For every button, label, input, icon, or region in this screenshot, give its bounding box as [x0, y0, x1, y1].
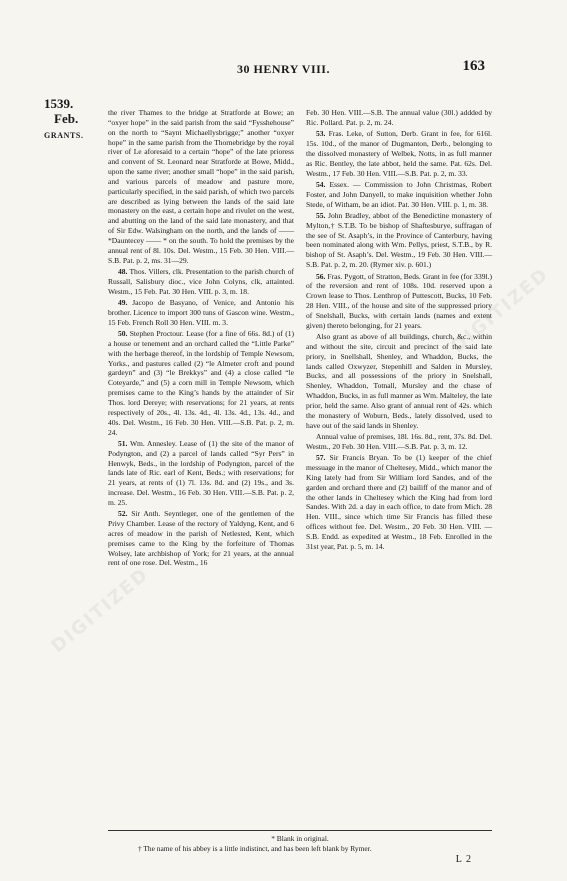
- entry-paragraph: [306, 272, 492, 331]
- entry-text: Annual value of premises, 18l. 16s. 8d., rent, 37s. 8d. Del. Westm., 20 Feb. 30 Hen. VIII.—S.B. Pat. p. 3, m. 12.: [306, 432, 492, 451]
- footnote-blank: * Blank in original.: [271, 834, 329, 843]
- entry-number: 55.: [316, 210, 326, 220]
- entry-number: 57.: [316, 453, 326, 463]
- entry-number: 52.: [118, 509, 128, 519]
- entry-text: Essex. — Commission to John Christmas, Robert Foster, and John Danyell, to make inquisition whether John Stede, of Witham, be an idiot. Pat. 30 Hen. VIII. p. 1, m. 38.: [306, 179, 492, 209]
- entry-paragraph: [108, 329, 294, 437]
- right-column: [306, 108, 492, 552]
- entry-paragraph: [306, 211, 492, 270]
- entry-text: Wm. Annesley. Lease of (1) the site of the manor of Podyngton, and (2) a parcel of lands called “Syr Pers” in Henwyk, Beds., in the lordship of Podyngton, parcel of the lands late of Ric. earl of Kent, Beds.; with reservations; for 21 years, at rents of (1) 7l. 13s. 8d. and (2) 19s., and 3s. increase. Del. Westm., 16 Feb. 30 Hen. VIII.—S.B. Pat. p. 2, m. 25.: [108, 438, 294, 507]
- margin-month: Feb.: [54, 111, 79, 126]
- entry-text: Also grant as above of all buildings, church, &c., within and without the site, circuit and precinct of the said late priory, in Snellshall, Shenley, and Whaddon, Bucks, the lands called Oxwyzer, Stepenhill and Salden in Mursley, Bucks, and all possessions of the priory in Snelshall, Shenley, Whaddon, Totnall, Mursley and the chase of Whaddon, Bucks, in as full manner as Wm. Malteley, the late prior, held the same. Also grant of annual rent of 42s. which the monastery of Woburn, Beds., lately dissolved, used to have out of the said lands in Shenley.: [306, 332, 492, 430]
- entry-paragraph: [306, 108, 492, 128]
- entry-text: John Bradley, abbot of the Benedictine monastery of Mylton,† S.T.B. To be bishop of Shaftesburye, suffragan of the see of St. Asaph’s, in the Province of Canterbury, having been nominated along with Wm. Pellys, priest, S.T.B., by R. bishop of St. Asaph’s. Del. Westm., 19 Feb. 30 Hen. VIII.—S.B. Pat. p. 2, m. 20. (Rymer xiv. p. 601.): [306, 210, 492, 270]
- entry-paragraph: [108, 108, 294, 266]
- entry-paragraph: [306, 453, 492, 551]
- footnote-divider: [108, 830, 492, 831]
- entry-paragraph: [108, 298, 294, 328]
- entry-number: 48.: [118, 267, 128, 276]
- running-head: [0, 58, 567, 78]
- entry-paragraph: [108, 439, 294, 508]
- entry-number: 54.: [316, 179, 326, 189]
- entry-paragraph: [108, 509, 294, 568]
- footnotes: [108, 834, 492, 853]
- margin-year: 1539.: [44, 96, 74, 111]
- entry-paragraph: [306, 180, 492, 210]
- margin-section: GRANTS.: [44, 131, 84, 140]
- entry-text: Jacopo de Basyano, of Venice, and Antonio his brother. Licence to import 300 tuns of Gascon wine. Westm., 15 Feb. French Roll 30 Hen. VIII. m. 3.: [108, 298, 294, 327]
- entry-paragraph: [108, 267, 294, 297]
- entry-text: Stephen Proctour. Lease (for a fine of 66s. 8d.) of (1) a house or tenement and an orchard called the “Little Parke” with the herbage thereof, in the lordship of Temple Newsom, Yorks., and pastures called (2) “le Almeter croft and pound gardeyn” and (3) “le Brekkys” and (4) a close called “le Coteyarde,” and (5) a corn mill in Temple Newsom, which premises came to the King’s hands by the attainder of Sir Thos. lord Dereye; with reservations; for 21 years, at rents respectively of 20s., 4l. 13s. 4d., 4l. 13s. 4d., 13s. 4d., and 40s. Del. Westm., 16 Feb. 30 Hen. VIII.—S.B. Pat. p. 2, m. 24.: [108, 329, 295, 437]
- entry-text: Fras. Leke, of Sutton, Derb. Grant in fee, for 616l. 15s. 10d., of the manor of Dugmanton, Derb., belonging to the dissolved monastery of Welbek, Notts, in as full manner as Ric. Bentley, the late abbot, held the same. Pat. 62s. Del. Westm., 17 Feb. 30 Hen. VIII.—S.B. Pat. p. 2, m. 33.: [306, 129, 493, 178]
- entry-text: the river Thames to the bridge at Stratforde at Bowe; an “oxyer hope” in the said parish from the said “Fysshehouse” on the north to “Saynt Michaellysbrigge;” another “oxyer hope” in the same parish from the Thornebridge by the royal river of Le aforesaid to a certain “hope” of the late prioress and convent of St. Leonard near Stratforde at Bowe, Midd., upon the same river; another small “hope” in the said parish, and various parcels of meadow and pasture more, particularly specified, in the said parish, of which two parcels are described as lying between the lands of the said late monastery on the east, a certain hope and rivulet on the west, and abutting on the land of the said late monastery, and that of Sir Edw. Walsingham on the north, and the lands of —— *Dauntecey —— * on the south. To hold the premises by the annual rent of 8l. 10s. Del. Westm., 15 Feb. 30 Hen. VIII.—S.B. Pat. p. 2, ms. 31—29.: [108, 108, 294, 265]
- entry-number: 49.: [118, 298, 128, 308]
- footnote-abbey: † The name of his abbey is a little indistinct, and has been left blank by Rymer.: [138, 843, 372, 853]
- entry-text: Fras. Pygott, of Stratton, Beds. Grant in fee (for 339l.) of the reversion and rent of 108s. 10d. reserved upon a Crown lease to Thos. Lenthrop of Puttescott, Bucks, 10 Feb. 28 Hen. VIII., of the house and site of the suppressed priory of Snelshall, Bucks, with certain lands (names and extent given) thereto belonging, for 21 years.: [306, 271, 492, 330]
- entry-text: Feb. 30 Hen. VIII.—S.B. The annual value (30l.) addded by Ric. Pollard. Pat. p. 2, m. 24.: [306, 108, 492, 127]
- watermark: DIGITIZED: [47, 563, 154, 658]
- page-number: 163: [462, 58, 485, 74]
- page-title: 30 HENRY VIII.: [237, 62, 330, 76]
- margin-notes: [44, 96, 104, 140]
- entry-number: 50.: [118, 329, 128, 339]
- signature-mark: L 2: [455, 854, 472, 865]
- left-column: [108, 108, 294, 568]
- entry-text: Sir Francis Bryan. To be (1) keeper of the chief messuage in the manor of Cheltesey, Midd., which manor the King lately had from Sir William lord Sandes, and of the garden and orchard there and (2) bailiff of the manor and of the other lands in Cheltesey which the King had from lord Sandes. With 2d. a day in each office, to date from Mich. 28 Hen. VIII., since which time Sir Francis has filled these offices without fee. Del. Westm., 20 Feb. 30 Hen. VIII. — S.B. Endd. as expedited at Westm., 18 Feb. Enrolled in the 31st year, Pat. p. 5, m. 14.: [306, 453, 492, 551]
- entry-paragraph: [306, 129, 492, 178]
- entry-number: 56.: [316, 271, 326, 281]
- watermark: DIGITIZED: [447, 263, 554, 358]
- entry-number: 51.: [118, 438, 128, 448]
- entry-paragraph: [306, 432, 492, 452]
- entry-paragraph: [306, 332, 492, 430]
- entry-text: Thos. Villers, clk. Presentation to the parish church of Russall, Salisbury dioc., vice John Colyns, clk, attainted. Westm., 15 Feb. Pat. 30 Hen. VIII. p. 3, m. 18.: [108, 267, 294, 296]
- entry-text: Sir Anth. Seyntleger, one of the gentlemen of the Privy Chamber. Lease of the rectory of Yaldyng, Kent, and 6 acres of meadow in the parish of Netlested, Kent, which premises came to the King by the forfeiture of Thomas Wolsey, late archbishop of York; for 21 years, at the annual rent of one rose. Del. Westm., 16: [108, 509, 294, 568]
- entry-number: 53.: [316, 129, 326, 139]
